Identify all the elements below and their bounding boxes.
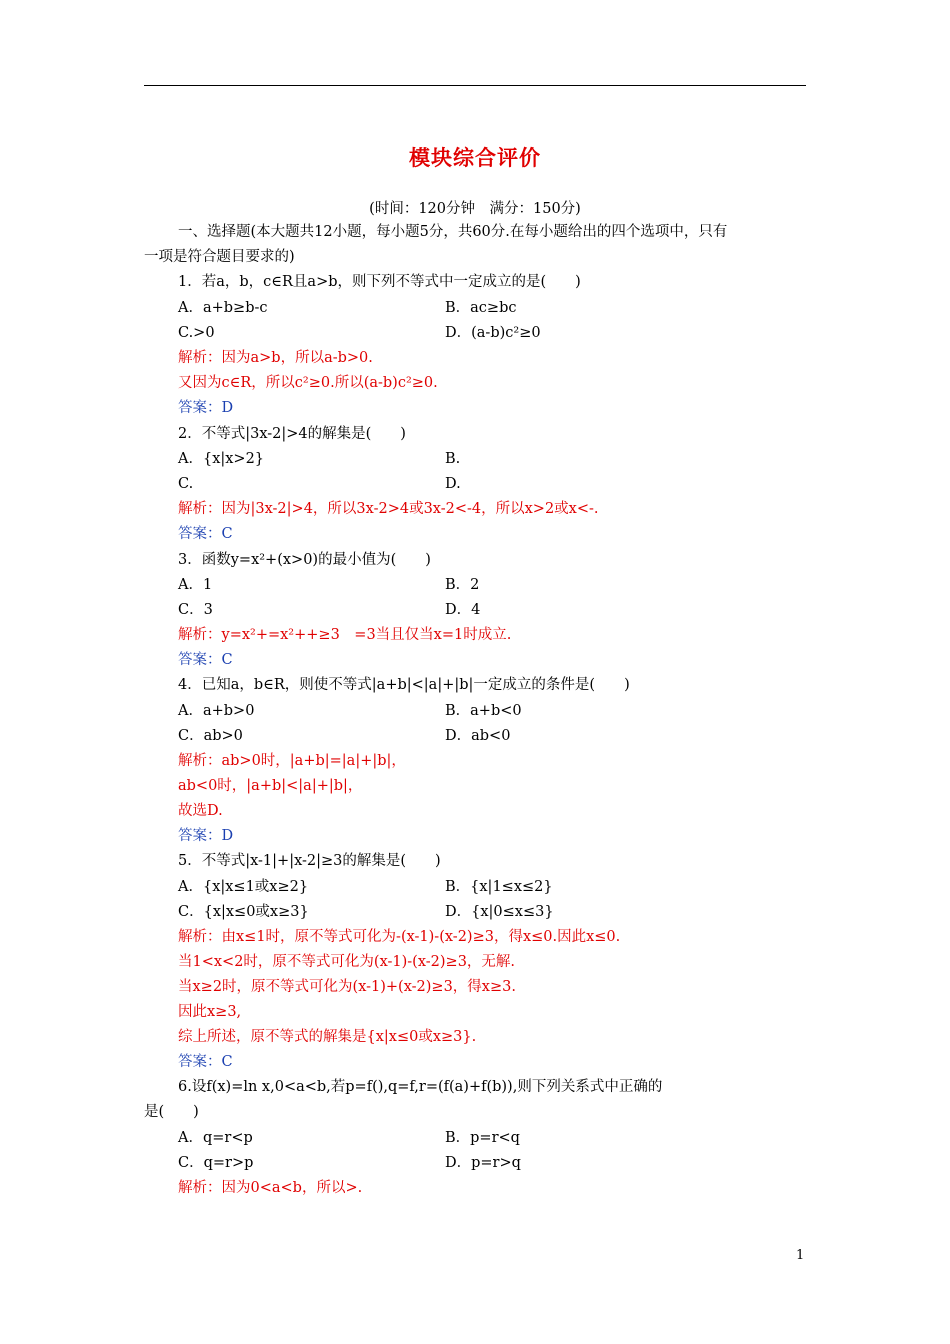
q1-option-d: D．(a-b)c²≥0 [445,325,541,341]
q2-answer: 答案：C [178,526,233,542]
q2-option-c: C. [178,476,194,492]
q4-solution-2: ab<0时，|a+b|<|a|+|b|， [178,778,363,794]
q5-solution-3: 当x≥2时，原不等式可化为(x-1)+(x-2)≥3，得x≥3. [178,979,516,995]
q3-option-b: B．2 [445,577,480,593]
q1-solution-2: 又因为c∈R，所以c²≥0.所以(a-b)c²≥0. [178,375,438,391]
q4-answer: 答案：D [178,828,234,844]
q4-stem: 4．已知a，b∈R，则使不等式|a+b|<|a|+|b|一定成立的条件是( ) [178,677,630,693]
q4-option-a: A．a+b>0 [178,703,255,719]
q4-solution-3: 故选D. [178,803,223,819]
q6-option-c: C．q=r>p [178,1155,254,1171]
intro-line-1: 一、选择题(本大题共12小题，每小题5分，共60分.在每小题给出的四个选项中，只有 [178,224,728,240]
q5-option-c: C．{x|x≤0或x≥3} [178,904,309,920]
q2-option-a: A．{x|x>2} [178,451,265,467]
q3-option-a: A．1 [178,577,213,593]
q5-option-d: D．{x|0≤x≤3} [445,904,554,920]
q2-option-b: B. [445,451,461,467]
q3-answer: 答案：C [178,652,233,668]
q5-solution-4: 因此x≥3, [178,1004,242,1020]
page-number: 1 [796,1248,805,1263]
q3-solution-1: 解析：y=x²+=x²++≥3 =3当且仅当x=1时成立. [178,627,512,643]
q5-solution-1: 解析：由x≤1时，原不等式可化为-(x-1)-(x-2)≥3，得x≤0.因此x≤0. [178,929,621,945]
header-rule [144,85,806,86]
q4-option-b: B．a+b<0 [445,703,522,719]
intro-line-2: 一项是符合题目要求的) [144,249,295,265]
exam-meta: (时间：120分钟 满分：150分) [369,201,581,217]
q1-solution-1: 解析：因为a>b，所以a-b>0. [178,350,373,366]
q6-option-b: B．p=r<q [445,1130,520,1146]
page-title: 模块综合评价 [409,145,541,170]
q5-answer: 答案：C [178,1054,233,1070]
q1-option-b: B．ac≥bc [445,300,517,316]
q5-solution-5: 综上所述，原不等式的解集是{x|x≤0或x≥3}. [178,1029,477,1045]
q6-option-d: D．p=r>q [445,1155,521,1171]
q4-option-c: C．ab>0 [178,728,243,744]
q1-option-c: C.>0 [178,325,215,341]
q6-stem-2: 是( ) [144,1104,199,1120]
q2-solution-1: 解析：因为|3x-2|>4，所以3x-2>4或3x-2<-4，所以x>2或x<-. [178,501,599,517]
q3-option-d: D．4 [445,602,481,618]
q3-option-c: C．3 [178,602,213,618]
q4-option-d: D．ab<0 [445,728,511,744]
q6-stem-1: 6.设f(x)=ln x,0<a<b,若p=f(),q=f,r=(f(a)+f(b)),则下列关系式中正确的 [178,1079,663,1095]
q4-solution-1: 解析：ab>0时，|a+b|=|a|+|b|， [178,753,406,769]
q6-solution-1: 解析：因为0<a<b，所以>. [178,1180,363,1196]
q2-stem: 2．不等式|3x-2|>4的解集是( ) [178,426,406,442]
q5-solution-2: 当1<x<2时，原不等式可化为(x-1)-(x-2)≥3，无解. [178,954,516,970]
q5-option-b: B．{x|1≤x≤2} [445,879,553,895]
q1-answer: 答案：D [178,400,234,416]
q1-stem: 1．若a，b，c∈R且a>b，则下列不等式中一定成立的是( ) [178,274,581,290]
q5-stem: 5．不等式|x-1|+|x-2|≥3的解集是( ) [178,853,441,869]
q1-option-a: A．a+b≥b-c [178,300,268,316]
q5-option-a: A．{x|x≤1或x≥2} [178,879,309,895]
q2-option-d: D. [445,476,461,492]
q3-stem: 3．函数y=x²+(x>0)的最小值为( ) [178,552,431,568]
q6-option-a: A．q=r<p [178,1130,253,1146]
